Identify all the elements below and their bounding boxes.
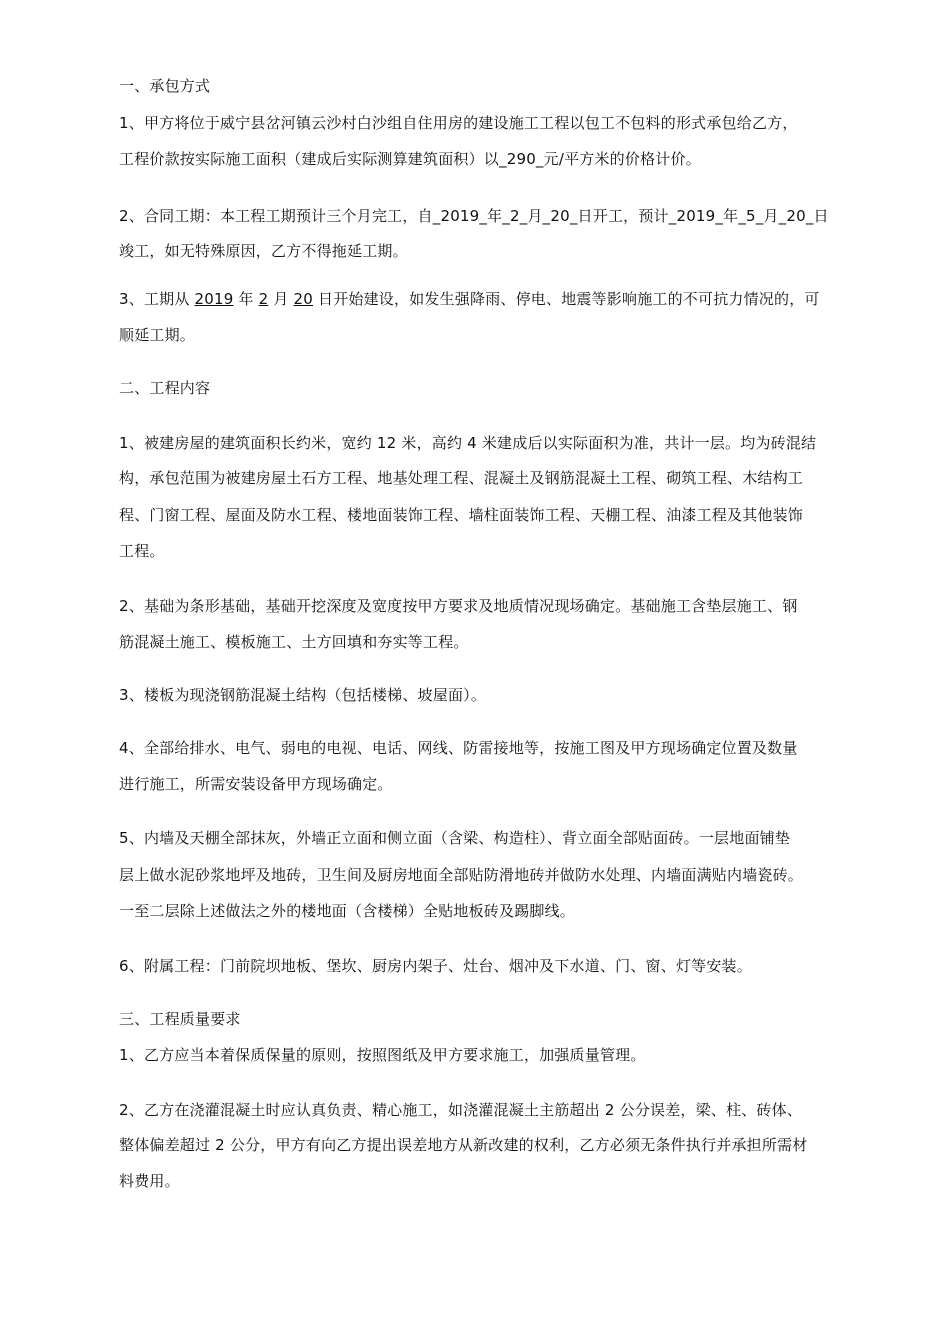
paragraph-line: 2、基础为条形基础，基础开挖深度及宽度按甲方要求及地质情况现场确定。基础施工含垫层施工、钢	[119, 597, 798, 615]
paragraph-line: 工程。	[119, 542, 165, 560]
paragraph-line: 顺延工期。	[119, 326, 196, 344]
paragraph-line: 工程价款按实际施工面积（建成后实际测算建筑面积）以_290_元/平方米的价格计价。	[119, 150, 701, 168]
paragraph-line: 1、乙方应当本着保质保量的原则，按照图纸及甲方要求施工，加强质量管理。	[119, 1046, 646, 1064]
text-run: 3、工期从	[119, 290, 195, 308]
underlined-year: 2019	[194, 290, 234, 308]
paragraph-line: 一至二层除上述做法之外的楼地面（含楼梯）全贴地板砖及踢脚线。	[119, 902, 576, 920]
paragraph-line: 2、合同工期：本工程工期预计三个月完工，自_2019_年_2_月_20_日开工，预计_2019_年_5_月_20_日	[119, 207, 829, 225]
paragraph-line: 4、全部给排水、电气、弱电的电视、电话、网线、防雷接地等，按施工图及甲方现场确定位置及数量	[119, 739, 798, 757]
section-heading-quality-requirements: 三、工程质量要求	[119, 1010, 241, 1028]
paragraph-line: 层上做水泥砂浆地坪及地砖，卫生间及厨房地面全部贴防滑地砖并做防水处理、内墙面满贴内墙瓷砖。	[119, 866, 804, 884]
paragraph-line: 竣工，如无特殊原因，乙方不得拖延工期。	[119, 242, 408, 260]
text-run: 日开始建设，如发生强降雨、停电、地震等影响施工的不可抗力情况的，可	[313, 290, 820, 308]
paragraph-line: 料费用。	[119, 1172, 180, 1190]
paragraph-line	[119, 288, 820, 310]
section-heading-contract-method: 一、承包方式	[119, 77, 211, 95]
underlined-day: 20	[293, 290, 314, 308]
paragraph-line: 2、乙方在浇灌混凝土时应认真负责、精心施工，如浇灌混凝土主筋超出 2 公分误差，梁、柱、砖体、	[119, 1101, 803, 1119]
paragraph-line: 整体偏差超过 2 公分，甲方有向乙方提出误差地方从新改建的权利，乙方必须无条件执行并承担所需材	[119, 1136, 808, 1154]
paragraph-line: 3、楼板为现浇钢筋混凝土结构（包括楼梯、坡屋面）。	[119, 686, 487, 704]
paragraph-line: 筋混凝土施工、模板施工、土方回填和夯实等工程。	[119, 633, 469, 651]
underlined-month: 2	[258, 290, 269, 308]
paragraph-line: 5、内墙及天棚全部抹灰，外墙正立面和侧立面（含梁、构造柱）、背立面全部贴面砖。一层地面铺垫	[119, 829, 791, 847]
paragraph-line: 6、附属工程：门前院坝地板、堡坎、厨房内架子、灶台、烟冲及下水道、门、窗、灯等安装。	[119, 957, 752, 975]
paragraph-line: 构，承包范围为被建房屋土石方工程、地基处理工程、混凝土及钢筋混凝土工程、砌筑工程、木结构工	[119, 469, 804, 487]
text-run: 月	[268, 290, 294, 308]
text-run: 年	[233, 290, 259, 308]
paragraph-line: 1、被建房屋的建筑面积长约米，宽约 12 米，高约 4 米建成后以实际面积为准，共计一层。均为砖混结	[119, 434, 817, 452]
paragraph-line: 进行施工，所需安装设备甲方现场确定。	[119, 775, 393, 793]
section-heading-project-content: 二、工程内容	[119, 379, 211, 397]
paragraph-line: 1、甲方将位于威宁县岔河镇云沙村白沙组自住用房的建设施工工程以包工不包料的形式承包给乙方，	[119, 114, 798, 132]
paragraph-line: 程、门窗工程、屋面及防水工程、楼地面装饰工程、墙柱面装饰工程、天棚工程、油漆工程及其他装饰	[119, 506, 804, 524]
